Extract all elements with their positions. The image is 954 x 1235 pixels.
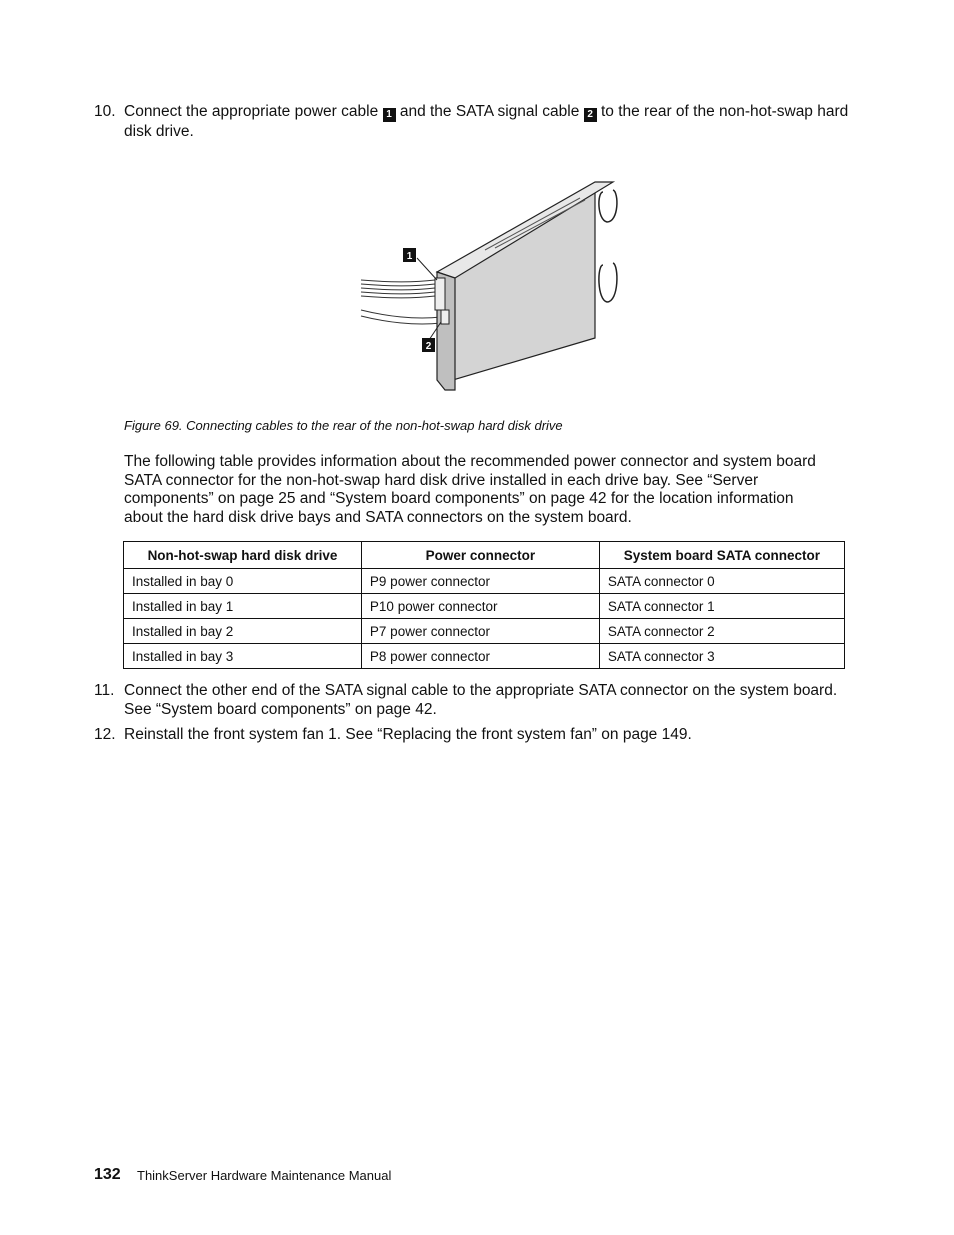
step-text-part: to the rear of the non-hot-swap hard disk drive. xyxy=(124,103,849,140)
connector-table xyxy=(123,541,845,669)
table-cell: P8 power connector xyxy=(361,644,599,669)
table-cell: SATA connector 3 xyxy=(599,644,844,669)
table-header-cell: Non-hot-swap hard disk drive xyxy=(124,542,362,569)
step-number: 10. xyxy=(94,103,116,120)
step-text-part: and the SATA signal cable xyxy=(399,103,580,120)
figure-caption: Figure 69. Connecting cables to the rear of the non-hot-swap hard disk drive xyxy=(124,418,563,433)
callout-badge-2: 2 xyxy=(584,108,597,122)
table-header-row xyxy=(124,542,845,569)
table-cell: P9 power connector xyxy=(361,569,599,594)
table-row xyxy=(124,594,845,619)
table-cell: SATA connector 0 xyxy=(599,569,844,594)
table-cell: Installed in bay 2 xyxy=(124,619,362,644)
hard-disk-drive-illustration xyxy=(355,170,635,395)
table-cell: Installed in bay 0 xyxy=(124,569,362,594)
table-cell: SATA connector 1 xyxy=(599,594,844,619)
step-number: 11. xyxy=(94,682,115,699)
step-text: Reinstall the front system fan 1. See “Replacing the front system fan” on page 149. xyxy=(124,726,692,743)
callout-badge-1: 1 xyxy=(383,108,396,122)
intro-paragraph: The following table provides information about the recommended power connector and system board SATA connector for the non-hot-swap hard disk drive installed in each drive bay. See “Server components” on page 25 and “System board components” on page 42 for the location information about the hard disk drive bays and SATA connectors on the system board. xyxy=(124,453,816,526)
figure-callout-2: 2 xyxy=(425,341,432,352)
table-cell: SATA connector 2 xyxy=(599,619,844,644)
table-header-cell: System board SATA connector xyxy=(599,542,844,569)
table-cell: Installed in bay 3 xyxy=(124,644,362,669)
page-number: 132 xyxy=(94,1166,121,1183)
table-cell: Installed in bay 1 xyxy=(124,594,362,619)
table-row xyxy=(124,569,845,594)
table-cell: P10 power connector xyxy=(361,594,599,619)
table-header-cell: Power connector xyxy=(361,542,599,569)
step-text-part: Connect the appropriate power cable xyxy=(124,103,379,120)
table-row xyxy=(124,644,845,669)
step-text: Connect the other end of the SATA signal cable to the appropriate SATA connector on the system board. See “System board components” on page 42. xyxy=(124,682,838,718)
step-text xyxy=(124,102,854,141)
step-number: 12. xyxy=(94,726,116,743)
manual-title: ThinkServer Hardware Maintenance Manual xyxy=(137,1168,392,1183)
table-cell: P7 power connector xyxy=(361,619,599,644)
figure-callout-1: 1 xyxy=(406,251,413,262)
table-row xyxy=(124,619,845,644)
